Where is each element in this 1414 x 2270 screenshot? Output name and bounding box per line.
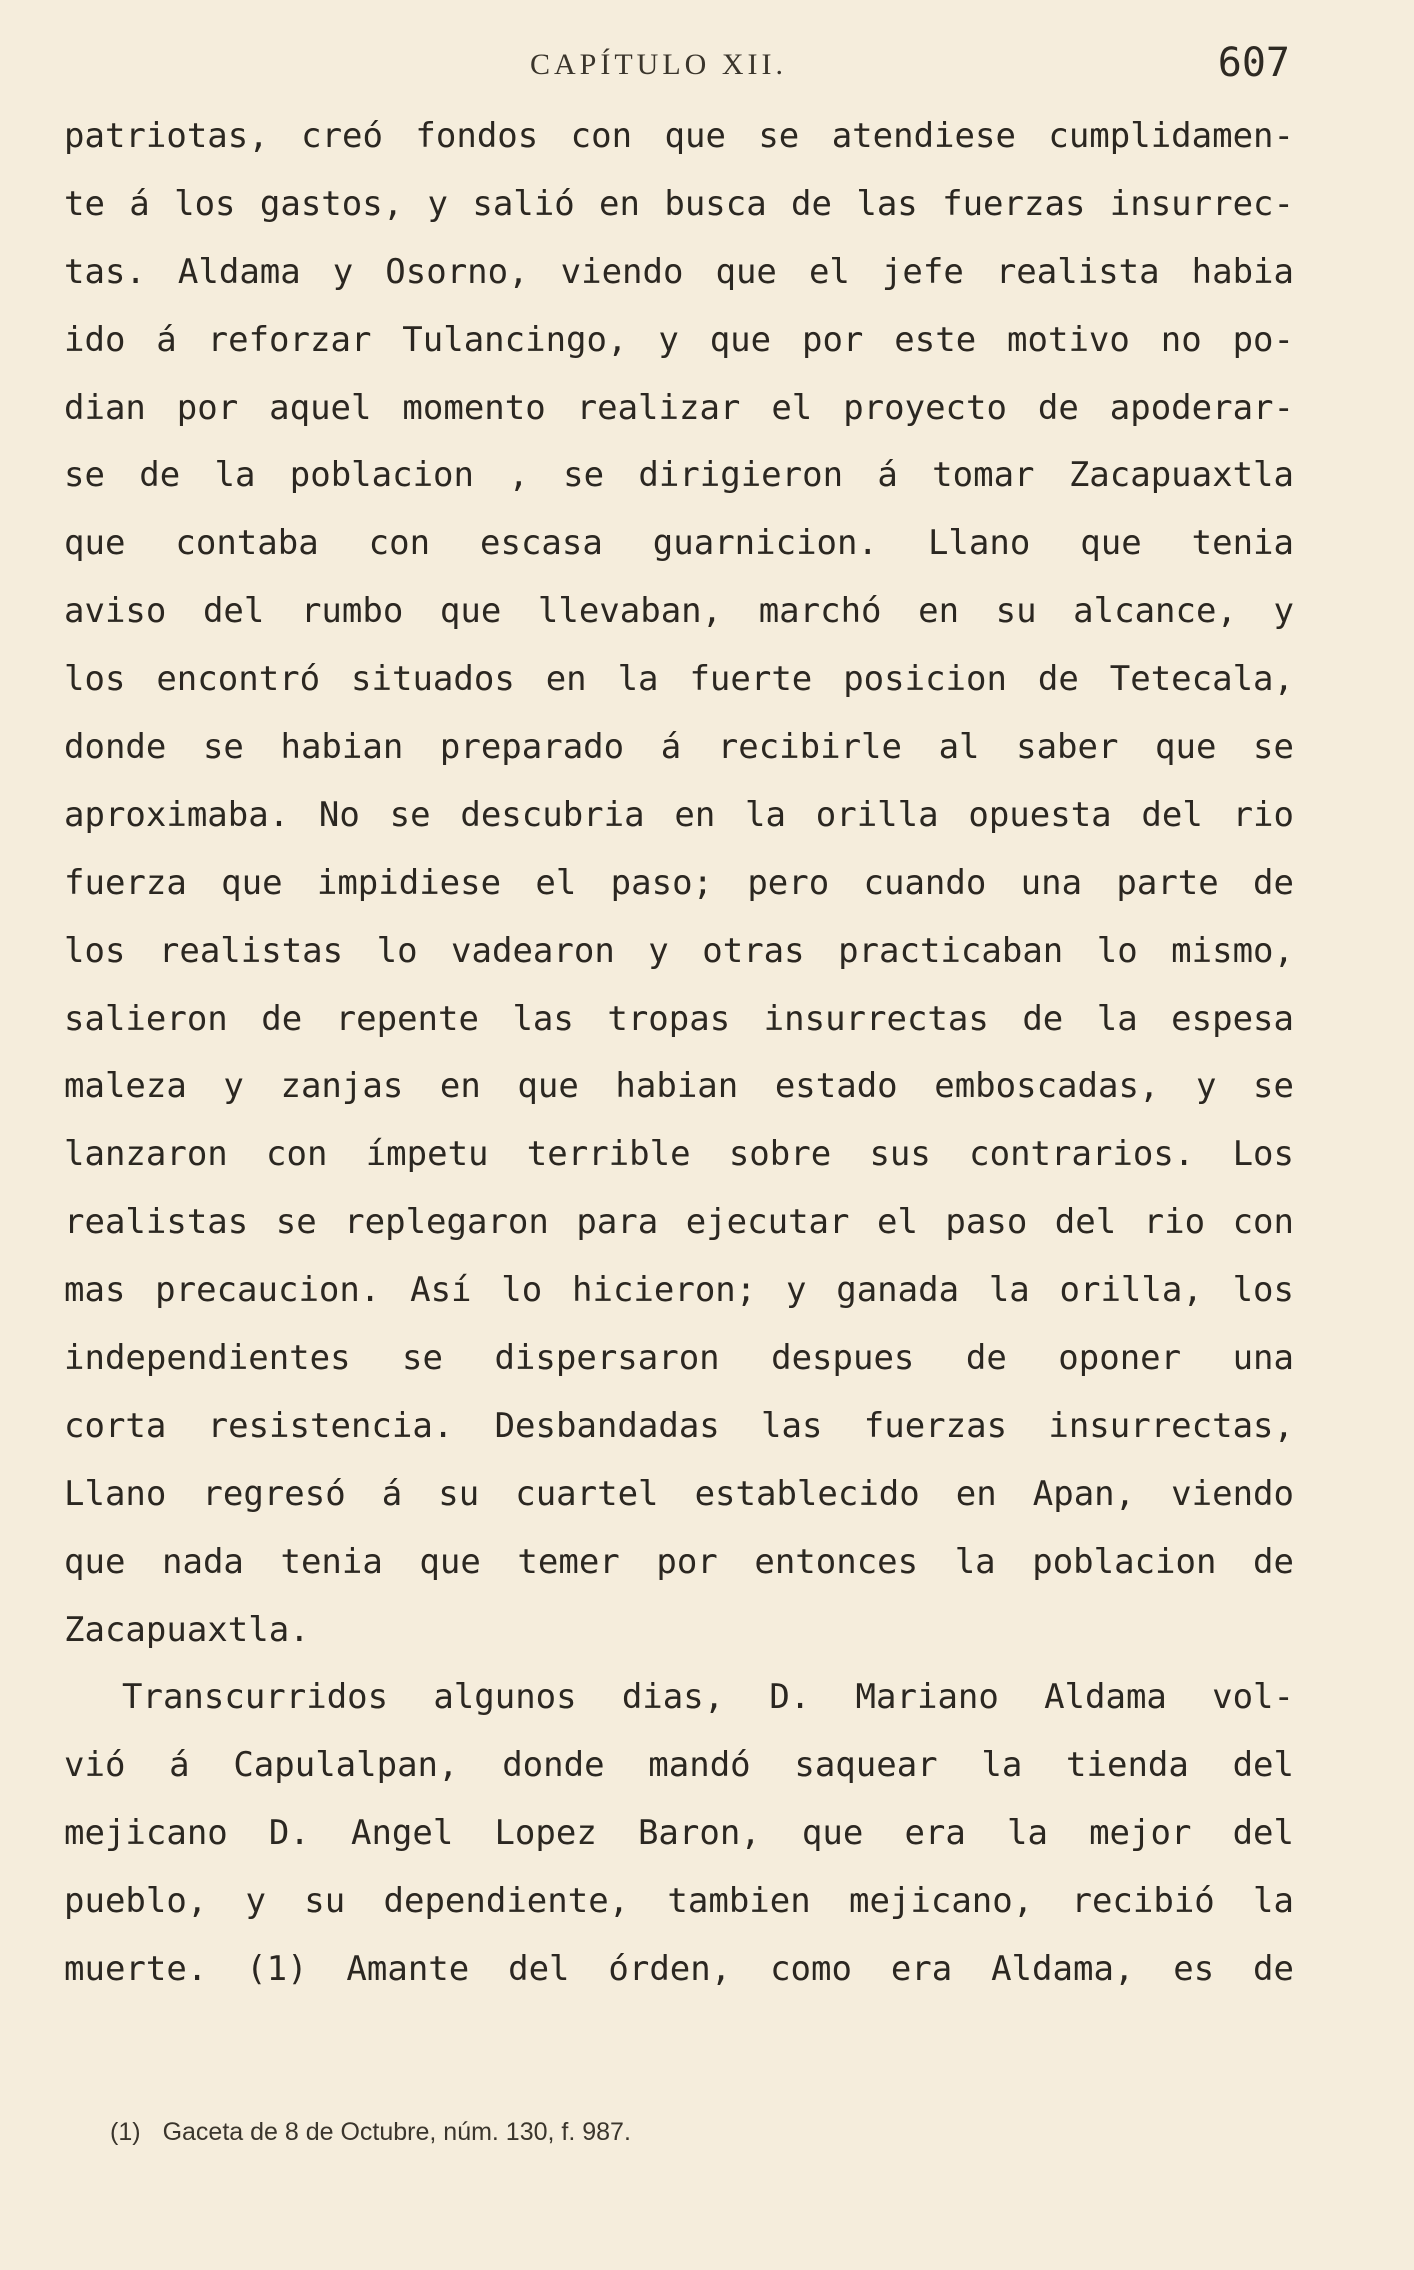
text-line: aviso del rumbo que llevaban, marchó en su alcance, y — [64, 591, 1294, 632]
text-line: patriotas, creó fondos con que se atendiese cumplidamen- — [64, 116, 1294, 156]
text-line: corta resistencia. Desbandadas las fuerzas insurrectas, — [64, 1405, 1294, 1446]
text-line: vió á Capulalpan, donde mandó saquear la tienda del — [64, 1745, 1294, 1786]
text-line: mejicano D. Angel Lopez Baron, que era la mejor del — [64, 1813, 1294, 1854]
text-line: ido á reforzar Tulancingo, y que por este motivo no po- — [64, 319, 1294, 360]
text-line: salieron de repente las tropas insurrectas de la espesa — [64, 998, 1294, 1039]
text-line: muerte. (1) Amante del órden, como era Aldama, es de — [64, 1949, 1294, 1990]
text-line: Transcurridos algunos dias, D. Mariano Aldama vol- — [122, 1677, 1294, 1718]
text-line: mas precaucion. Así lo hicieron; y ganada la orilla, los — [64, 1270, 1294, 1311]
text-line: pueblo, y su dependiente, tambien mejicano, recibió la — [64, 1881, 1294, 1922]
footnote — [110, 2118, 631, 2147]
text-line: tas. Aldama y Osorno, viendo que el jefe realista habia — [64, 251, 1294, 292]
chapter-heading: CAPÍTULO XII. — [530, 48, 787, 81]
text-line: independientes se dispersaron despues de oponer una — [64, 1338, 1294, 1379]
text-line: los encontró situados en la fuerte posicion de Tetecala, — [64, 659, 1294, 700]
text-line: donde se habian preparado á recibirle al saber que se — [64, 727, 1294, 768]
text-line: dian por aquel momento realizar el proyecto de apoderar- — [64, 387, 1294, 428]
body-text — [64, 103, 1294, 2004]
text-line: se de la poblacion , se dirigieron á tomar Zacapuaxtla — [64, 455, 1294, 496]
text-line: Llano regresó á su cuartel establecido en Apan, viendo — [64, 1473, 1294, 1514]
text-line: aproximaba. No se descubria en la orilla opuesta del rio — [64, 794, 1294, 835]
text-line: lanzaron con ímpetu terrible sobre sus contrarios. Los — [64, 1134, 1294, 1175]
text-line: que contaba con escasa guarnicion. Llano que tenia — [64, 523, 1294, 564]
text-line: maleza y zanjas en que habian estado emboscadas, y se — [64, 1066, 1294, 1107]
text-line: que nada tenia que temer por entonces la poblacion de — [64, 1541, 1294, 1582]
text-line: Zacapuaxtla. — [64, 1609, 310, 1650]
text-line: te á los gastos, y salió en busca de las fuerzas insurrec- — [64, 183, 1294, 224]
footnote-text: Gaceta de 8 de Octubre, núm. 130, f. 987. — [162, 2118, 631, 2146]
page-number: 607 — [1217, 40, 1290, 86]
running-header — [530, 40, 1290, 100]
footnote-marker: (1) — [110, 2118, 141, 2146]
text-line: fuerza que impidiese el paso; pero cuando una parte de — [64, 862, 1294, 903]
text-line: los realistas lo vadearon y otras practicaban lo mismo, — [64, 930, 1294, 971]
text-line: realistas se replegaron para ejecutar el paso del rio con — [64, 1202, 1294, 1243]
